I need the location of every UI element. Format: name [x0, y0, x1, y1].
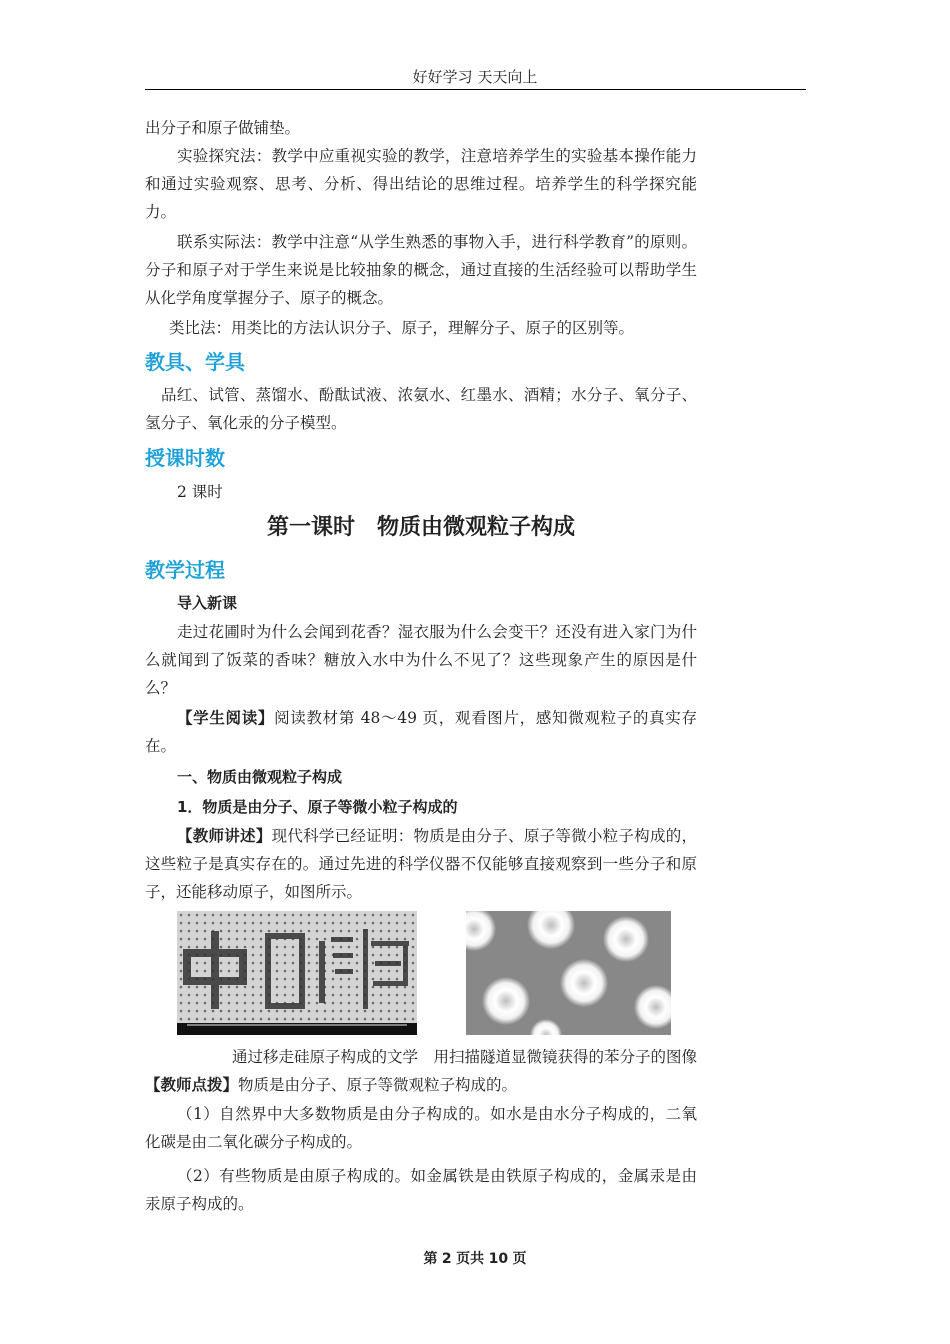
label-teacher-lecture: 【教师讲述】: [177, 826, 272, 845]
footer-middle: 页共: [456, 1251, 485, 1267]
paragraph-teacher-tip: [145, 1071, 697, 1099]
text-teacher-lecture: 现代科学已经证明：物质是由分子、原子等微小粒子构成的，这些粒子是真实存在的。通过先进的科学仪器不仅能够直接观察到一些分子和原子，还能移动原子，如图所示。: [145, 827, 697, 901]
image-silicon-atoms: [177, 911, 417, 1035]
footer-total-pages: 10: [488, 1251, 509, 1267]
paragraph-student-reading: [145, 704, 697, 760]
benzene-figure: [466, 911, 671, 1035]
lesson-title: 第一课时 物质由微观粒子构成: [266, 515, 575, 540]
page-footer: [145, 1248, 805, 1268]
paragraph-intro: 走过花圃时为什么会闻到花香？湿衣服为什么会变干？还没有进入家门为什么就闻到了饭菜的香味？糖放入水中为什么不见了？这些现象产生的原因是什么？: [145, 623, 697, 697]
footer-suffix: 页: [512, 1251, 527, 1267]
paragraph-experiment-method: 实验探究法：教学中应重视实验的教学，注意培养学生的实验基本操作能力和通过实验观察、思考、分析、得出结论的思维过程。培养学生的科学探究能力。: [145, 147, 697, 221]
footer-prefix: 第: [423, 1251, 438, 1267]
paragraph-continued: 出分子和原子做铺垫。: [145, 119, 301, 137]
heading-intro: 导入新课: [177, 594, 238, 612]
header-rule: [145, 89, 806, 90]
text-teacher-tip: 物质是由分子、原子等微观粒子构成的。: [238, 1076, 518, 1094]
label-teacher-tip: 【教师点拨】: [145, 1075, 239, 1094]
page-header: 好好学习 天天向上: [412, 68, 538, 86]
paragraph-item-1: （1）自然界中大多数物质是由分子构成的。如水是由水分子构成的，二氧化碳是由二氧化碳分子构成的。: [145, 1105, 697, 1151]
silicon-atoms-figure: [177, 911, 417, 1035]
heading-section-1-1: 1．物质是由分子、原子等微小粒子构成的: [177, 798, 458, 816]
heading-section-1: 一、物质由微观粒子构成: [177, 768, 343, 786]
figure-caption: 通过移走硅原子构成的文学 用扫描隧道显微镜获得的苯分子的图像: [231, 1048, 697, 1066]
heading-tools: 教具、学具: [145, 350, 245, 374]
label-student-reading: 【学生阅读】: [177, 708, 275, 727]
text-student-reading: 阅读教材第 48～49 页，观看图片，感知微观粒子的真实存在。: [145, 709, 697, 755]
paragraph-analogy-method: 类比法：用类比的方法认识分子、原子，理解分子、原子的区别等。: [169, 319, 635, 337]
footer-page-number: 2: [441, 1251, 452, 1267]
paragraph-teacher-lecture: [145, 822, 697, 906]
heading-process: 教学过程: [145, 558, 225, 582]
paragraph-tools: 品红、试管、蒸馏水、酚酞试液、浓氨水、红墨水、酒精；水分子、氧分子、氢分子、氧化汞的分子模型。: [145, 386, 697, 432]
paragraph-item-2: （2）有些物质是由原子构成的。如金属铁是由铁原子构成的，金属汞是由汞原子构成的。: [145, 1167, 697, 1213]
image-benzene-molecules: [466, 911, 671, 1035]
paragraph-hours: 2 课时: [177, 483, 223, 501]
paragraph-practice-method: 联系实际法：教学中注意“从学生熟悉的事物入手，进行科学教育”的原则。分子和原子对于学生来说是比较抽象的概念，通过直接的生活经验可以帮助学生从化学角度掌握分子、原子的概念。: [145, 233, 697, 307]
heading-hours: 授课时数: [145, 446, 225, 470]
